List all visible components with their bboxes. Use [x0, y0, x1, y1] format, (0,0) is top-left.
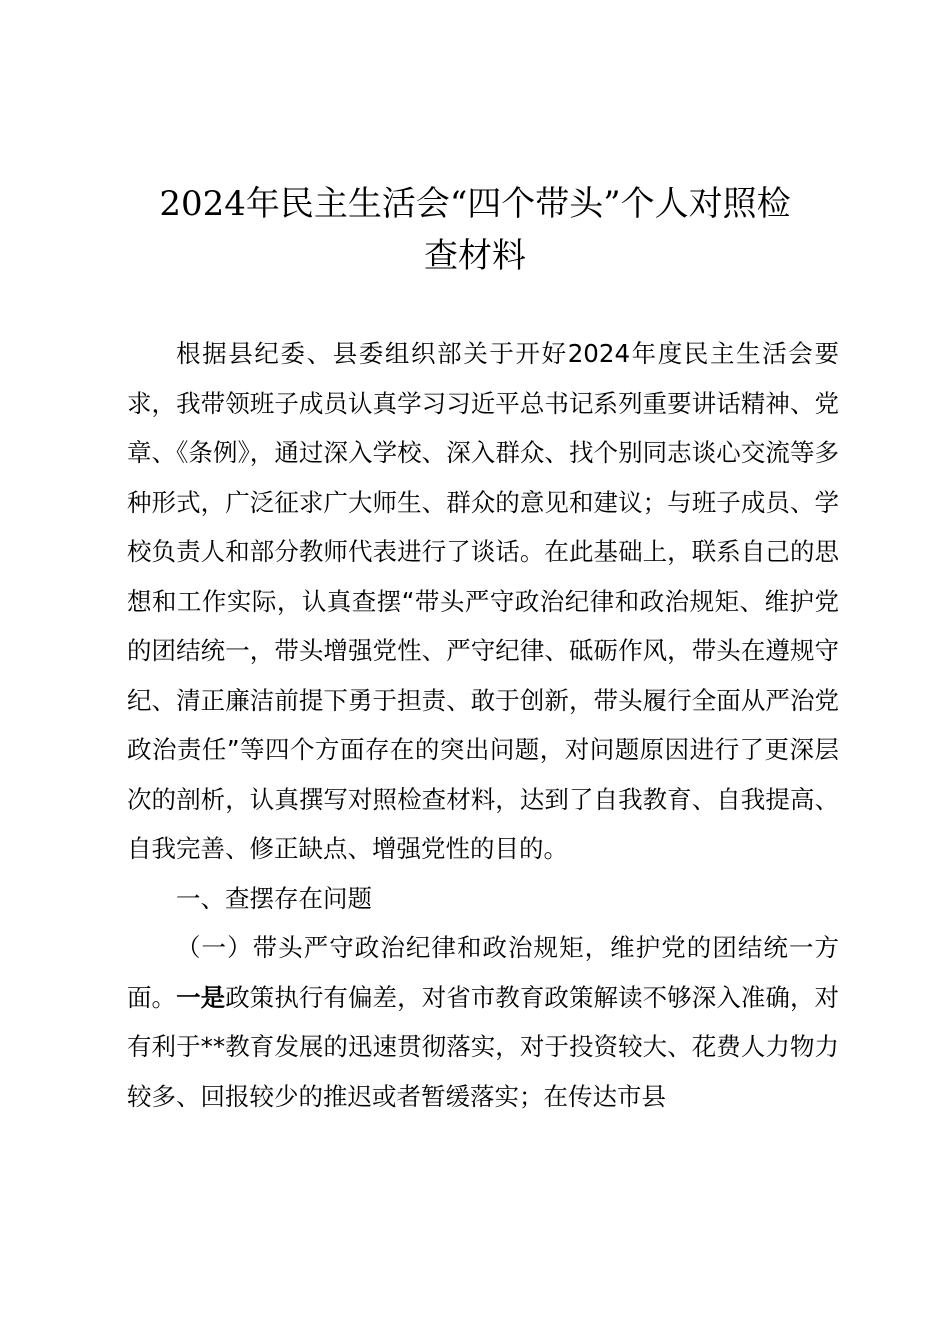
- document-body: [127, 329, 839, 1121]
- subsection-paragraph: [127, 923, 839, 1121]
- title-line-2: 查材料: [424, 236, 526, 276]
- point-text: 政策执行有偏差，对省市教育政策解读不够深入准确，对有利于**教育发展的迅速贯彻落实，对于投资较大、花费人力物力较多、回报较少的推迟或者暂缓落实；在传达市县: [127, 982, 840, 1111]
- title-line-1: 2024年民主生活会“四个带头”个人对照检: [159, 184, 791, 224]
- section-heading: 一、查摆存在问题: [176, 883, 372, 913]
- point-label: 一是: [176, 982, 226, 1012]
- document-title: [110, 178, 840, 282]
- subsection-heading: （一）带头严守政治纪律和政治规矩，维护党的团结统一方面。: [127, 933, 839, 1012]
- intro-paragraph: 根据县纪委、县委组织部关于开好2024年度民主生活会要求，我带领班子成员认真学习习近平总书记系列重要讲话精神、党章、《条例》，通过深入学校、深入群众、找个别同志谈心交流等多种形式，广泛征求广大师生、群众的意见和建议；与班子成员、学校负责人和部分教师代表进行了谈话。在此基础上，联系自己的思想和工作实际，认真查摆“带头严守政治纪律和政治规矩、维护党的团结统一，带头增强党性、严守纪律、砥砺作风，带头在遵规守纪、清正廉洁前提下勇于担责、敢于创新，带头履行全面从严治党政治责任”等四个方面存在的突出问题，对问题原因进行了更深层次的剖析，认真撰写对照检查材料，达到了自我教育、自我提高、自我完善、修正缺点、增强党性的目的。: [127, 339, 839, 863]
